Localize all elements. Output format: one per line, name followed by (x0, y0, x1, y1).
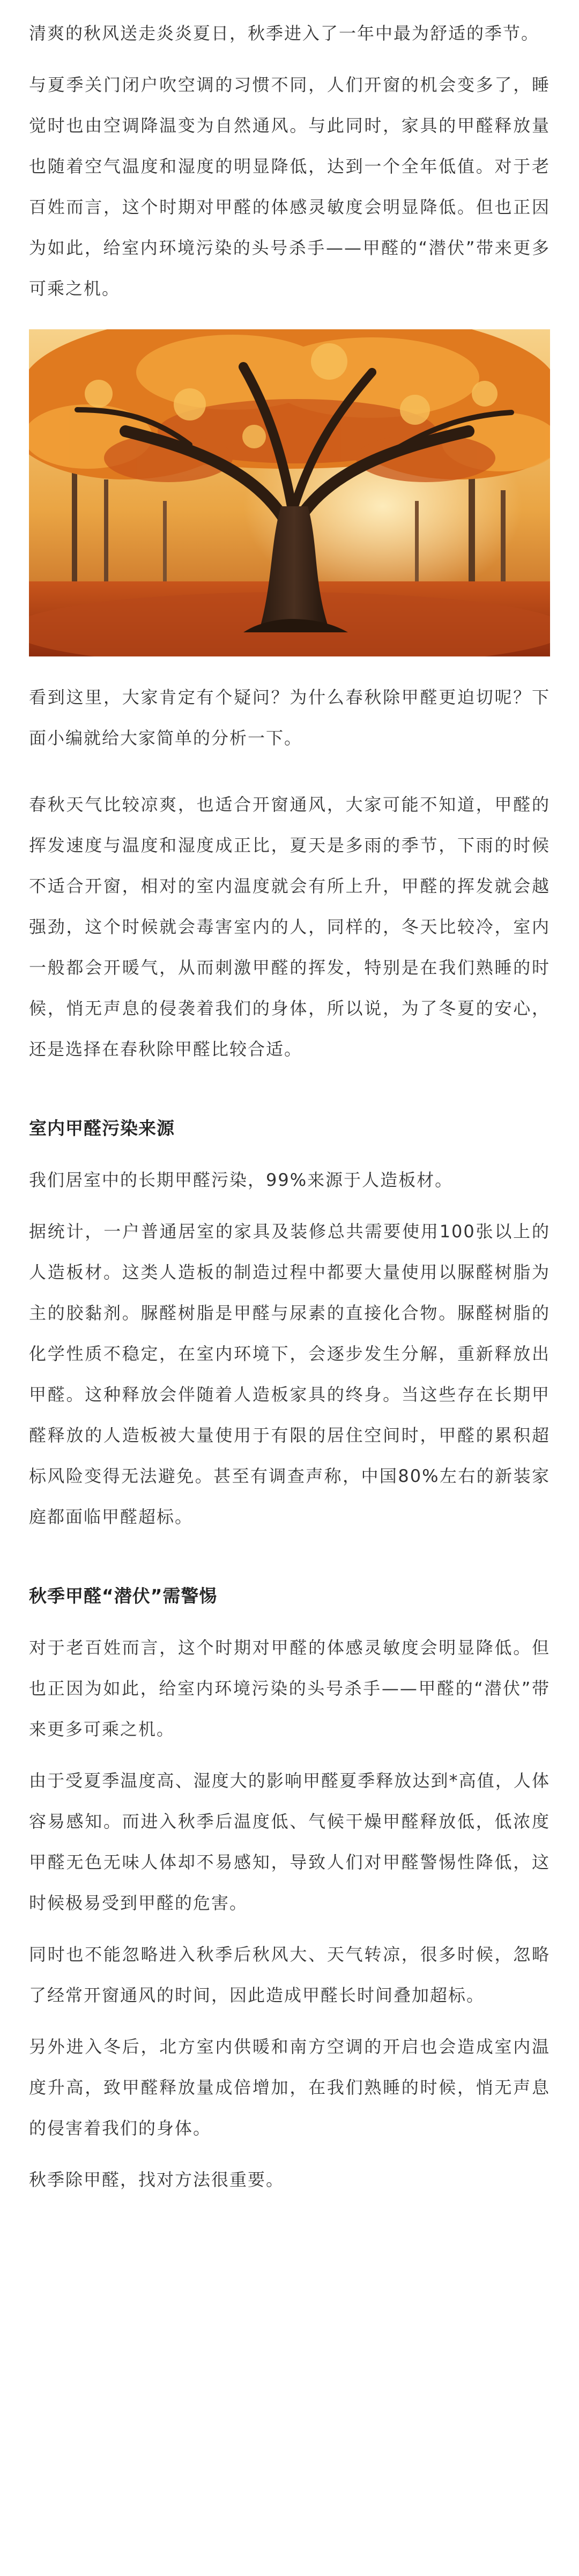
intro-paragraph-1: 清爽的秋风送走炎炎夏日，秋季进入了一年中最为舒适的季节。 (29, 23, 540, 43)
section2-paragraph-3: 同时也不能忽略进入秋季后秋风大、天气转凉，很多时候，忽略了经常开窗通风的时间，因此造成甲醛长时间叠加超标。 (29, 1944, 550, 2005)
autumn-tree-photo (29, 329, 550, 656)
intro-paragraph-2: 与夏季关门闭户吹空调的习惯不同，人们开窗的机会变多了，睡觉时也由空调降温变为自然通风。与此同时，家具的甲醛释放量也随着空气温度和湿度的明显降低，达到一个全年低值。对于老百姓而言，这个时期对甲醛的体感灵敏度会明显降低。但也正因为如此，给室内环境污染的头号杀手——甲醛的“潜伏”带来更多可乘之机。 (29, 75, 550, 299)
section2-paragraph-1: 对于老百姓而言，这个时期对甲醛的体感灵敏度会明显降低。但也正因为如此，给室内环境污染的头号杀手——甲醛的“潜伏”带来更多可乘之机。 (29, 1637, 550, 1739)
question-paragraph: 看到这里，大家肯定有个疑问？为什么春秋除甲醛更迫切呢？下面小编就给大家简单的分析一下。 (29, 687, 550, 748)
section-heading-autumn-warning: 秋季甲醛“潜伏”需警惕 (29, 1585, 218, 1606)
reason-paragraph: 春秋天气比较凉爽，也适合开窗通风，大家可能不知道，甲醛的挥发速度与温度和湿度成正比，夏天是多雨的季节，下雨的时候不适合开窗，相对的室内温度就会有所上升，甲醛的挥发就会越强劲，这个时候就会毒害室内的人，同样的，冬天比较冷，室内一般都会开暖气，从而刺激甲醛的挥发，特别是在我们熟睡的时候，悄无声息的侵袭着我们的身体，所以说，为了冬夏的安心，还是选择在春秋除甲醛比较合适。 (29, 794, 550, 1059)
section2-paragraph-2: 由于受夏季温度高、湿度大的影响甲醛夏季释放达到*高值，人体容易感知。而进入秋季后温度低、气候干燥甲醛释放低，低浓度甲醛无色无味人体却不易感知，导致人们对甲醛警惕性降低，这时候极易受到甲醛的危害。 (29, 1770, 550, 1913)
section1-paragraph-2: 据统计，一户普通居室的家具及装修总共需要使用100张以上的人造板材。这类人造板的制造过程中都要大量使用以脲醛树脂为主的胶黏剂。脲醛树脂是甲醛与尿素的直接化合物。脲醛树脂的化学性质不稳定，在室内环境下，会逐步发生分解，重新释放出甲醛。这种释放会伴随着人造板家具的终身。当这些存在长期甲醛释放的人造板被大量使用于有限的居住空间时，甲醛的累积超标风险变得无法避免。甚至有调查声称，中国80%左右的新装家庭都面临甲醛超标。 (29, 1221, 550, 1527)
section2-paragraph-4: 另外进入冬后，北方室内供暖和南方空调的开启也会造成室内温度升高，致甲醛释放量成倍增加，在我们熟睡的时候，悄无声息的侵害着我们的身体。 (29, 2036, 550, 2138)
section-heading-pollution-source: 室内甲醛污染来源 (29, 1118, 175, 1139)
section2-paragraph-5: 秋季除甲醛，找对方法很重要。 (29, 2169, 285, 2190)
section1-paragraph-1: 我们居室中的长期甲醛污染，99%来源于人造板材。 (29, 1170, 454, 1190)
